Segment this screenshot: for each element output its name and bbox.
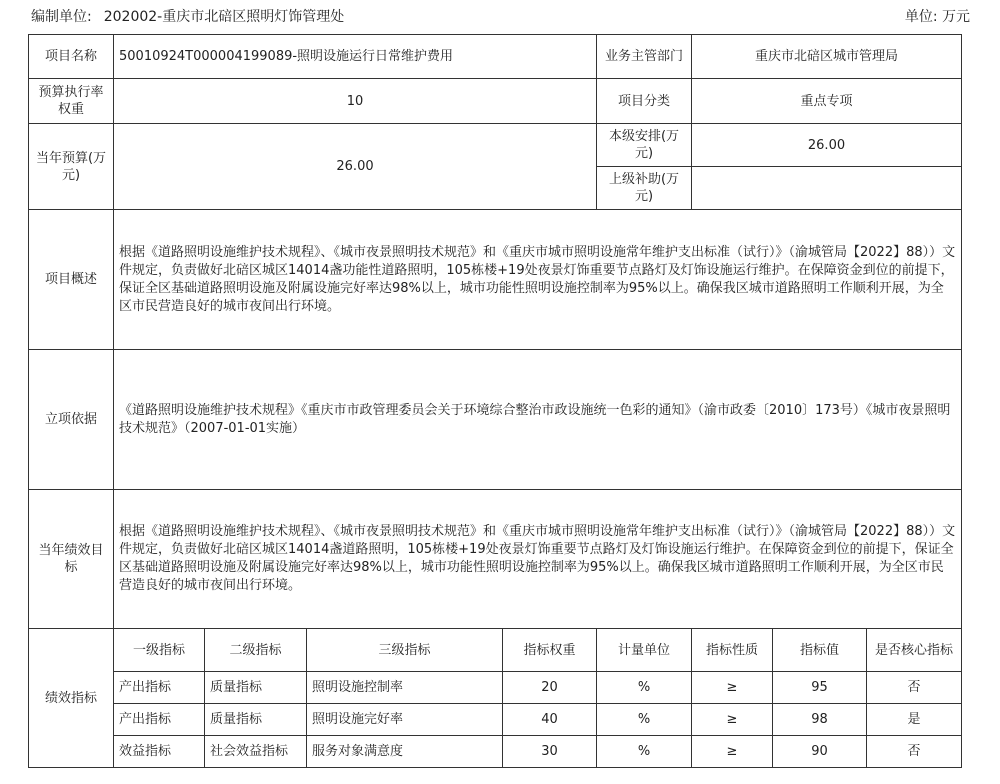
level1-cell: 产出指标 [114,704,205,736]
indicator-header: 计量单位 [597,629,692,672]
performance-table [28,34,962,768]
level1-cell: 效益指标 [114,736,205,768]
weight-value: 10 [114,79,597,124]
level2-cell: 社会效益指标 [205,736,307,768]
indicator-header: 三级指标 [307,629,503,672]
org-label: 编制单位: [31,9,92,25]
indicator-row [29,672,962,704]
value-cell: 90 [773,736,867,768]
local-value: 26.00 [692,124,962,167]
category-label: 项目分类 [597,79,692,124]
unit-cell: % [597,704,692,736]
overview-text: 根据《道路照明设施维护技术规程》、《城市夜景照明技术规范》和《重庆市城市照明设施常年维护支出标准（试行）》（渝城管局【2022】88））文件规定，负责做好北碚区城区14014盏功能性道路照明，105栋楼+19处夜景灯饰重要节点路灯及灯饰设施运行维护。在保障资金到位的前提下，保证全区基础道路照明设施及附属设施完好率达98%以上，城市功能性照明设施控制率为95%以上。确保我区城市道路照明工作顺利开展，为全区市民营造良好的城市夜间出行环境。 [114,210,962,350]
indicator-header: 指标值 [773,629,867,672]
category-value: 重点专项 [692,79,962,124]
basis-label: 立项依据 [29,350,114,490]
level3-cell: 照明设施完好率 [307,704,503,736]
weight-cell: 30 [503,736,597,768]
unit-cell: % [597,736,692,768]
upper-value [692,167,962,210]
goal-label: 当年绩效目标 [29,490,114,629]
basis-text: 《道路照明设施维护技术规程》《重庆市市政管理委员会关于环境综合整治市政设施统一色彩的通知》（渝市政委〔2010〕173号）《城市夜景照明技术规范》（2007-01-01实施） [114,350,962,490]
weight-cell: 40 [503,704,597,736]
local-label: 本级安排(万元) [597,124,692,167]
indicator-header: 一级指标 [114,629,205,672]
org-value: 202002-重庆市北碚区照明灯饰管理处 [103,9,345,25]
budget-label: 当年预算(万元) [29,124,114,210]
goal-text: 根据《道路照明设施维护技术规程》、《城市夜景照明技术规范》和《重庆市城市照明设施常年维护支出标准（试行）》（渝城管局【2022】88））文件规定，负责做好北碚区城区14014盏道路照明，105栋楼+19处夜景灯饰重要节点路灯及灯饰设施运行维护。在保障资金到位的前提下，保证全区基础道路照明设施及附属设施完好率达98%以上，城市功能性照明设施控制率为95%以上。确保我区城市道路照明工作顺利开展，为全区市民营造良好的城市夜间出行环境。 [114,490,962,629]
org-line [31,6,344,26]
level1-cell: 产出指标 [114,672,205,704]
report-header [0,0,1000,34]
project-name-label: 项目名称 [29,35,114,79]
upper-label: 上级补助(万元) [597,167,692,210]
core-cell: 否 [867,672,962,704]
level3-cell: 服务对象满意度 [307,736,503,768]
level2-cell: 质量指标 [205,672,307,704]
value-cell: 95 [773,672,867,704]
project-name: 50010924T000004199089-照明设施运行日常维护费用 [114,35,597,79]
core-cell: 是 [867,704,962,736]
weight-label: 预算执行率权重 [29,79,114,124]
core-cell: 否 [867,736,962,768]
nature-cell: ≥ [692,672,773,704]
unit-cell: % [597,672,692,704]
level2-cell: 质量指标 [205,704,307,736]
overview-label: 项目概述 [29,210,114,350]
weight-cell: 20 [503,672,597,704]
budget-value: 26.00 [114,124,597,210]
dept-value: 重庆市北碚区城市管理局 [692,35,962,79]
indicator-row [29,704,962,736]
nature-cell: ≥ [692,704,773,736]
level3-cell: 照明设施控制率 [307,672,503,704]
dept-label: 业务主管部门 [597,35,692,79]
indicator-row [29,736,962,768]
value-cell: 98 [773,704,867,736]
indicator-header: 二级指标 [205,629,307,672]
indicator-header: 指标权重 [503,629,597,672]
indicator-header: 指标性质 [692,629,773,672]
nature-cell: ≥ [692,736,773,768]
indicator-header: 是否核心指标 [867,629,962,672]
indicators-label: 绩效指标 [29,629,114,768]
unit-label: 单位: 万元 [904,9,970,25]
